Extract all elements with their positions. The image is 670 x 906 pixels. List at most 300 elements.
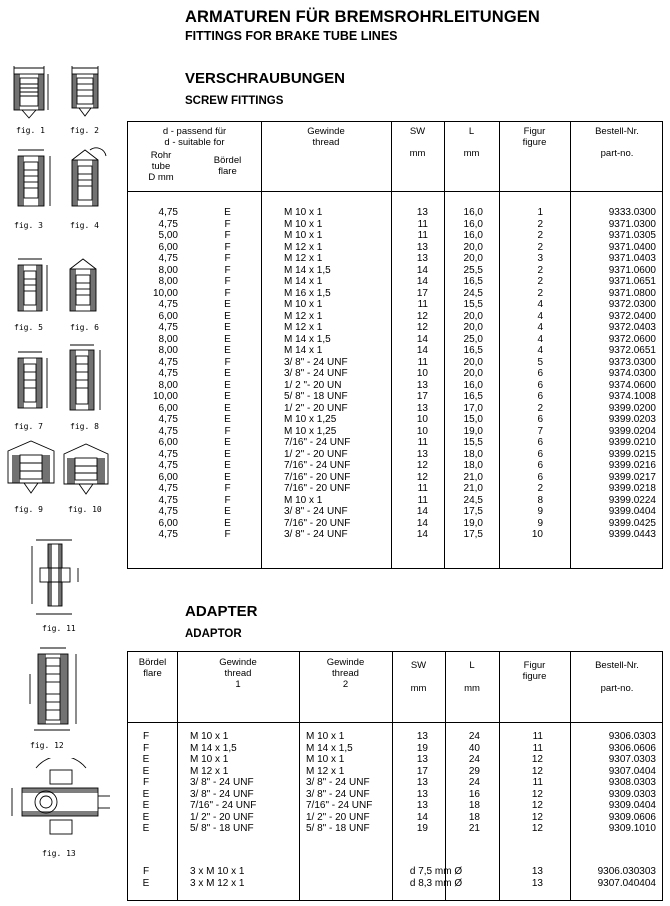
cell-l: 16,5	[463, 345, 483, 356]
cell-figure: 12	[531, 788, 543, 800]
cell-partno: 9306.0606	[608, 742, 656, 754]
table-row	[128, 823, 664, 835]
table-row	[128, 368, 664, 380]
cell-tube-d: 8,00	[158, 333, 178, 345]
cell-tube-d: 4,75	[158, 299, 178, 310]
cell-thread2: 1/ 2" - 20 UNF	[306, 811, 370, 823]
cell-partno: 9371.0305	[608, 230, 656, 241]
cell-l: 15,5	[463, 437, 483, 448]
cell-partno: 9399.0224	[608, 494, 656, 506]
cell-l: 24	[468, 777, 480, 788]
cell-l: 24,5	[463, 287, 483, 299]
cell-partno: 9399.0217	[608, 471, 656, 483]
cell-l: 24,5	[463, 494, 483, 506]
cell-tube-d: 8,00	[158, 264, 178, 276]
cell-partno: 9371.0400	[608, 241, 656, 253]
cell-l: 29	[468, 765, 480, 777]
cell-figure: 9	[537, 506, 543, 517]
fig-2-drawing	[64, 62, 108, 122]
cell-partno: 9399.0216	[608, 460, 656, 471]
cell-tube-d: 4,75	[158, 207, 178, 218]
cell-l: 16,0	[463, 218, 483, 230]
cell-partno: 9307.0404	[608, 765, 656, 777]
table-row	[128, 437, 664, 449]
cell-sw: 12	[416, 471, 428, 483]
cell-flare: F	[224, 483, 231, 494]
cell-figure: 11	[532, 777, 543, 788]
cell-partno: 9399.0218	[608, 483, 656, 494]
cell-figure: 5	[537, 356, 543, 368]
table-row	[128, 529, 664, 541]
cell-partno: 9399.0204	[608, 425, 656, 437]
cell-thread: M 12 x 1	[284, 322, 323, 333]
cell-sw: 14	[416, 333, 428, 345]
cell-l: 20,0	[463, 356, 483, 368]
cell-partno: 9372.0400	[608, 310, 656, 322]
table-row	[128, 483, 664, 495]
header-tube: Rohr tube D mm	[148, 150, 174, 183]
fig-4-label: fig. 4	[70, 221, 99, 230]
table-row	[128, 345, 664, 357]
cell-thread: 1/ 2" - 20 UNF	[284, 402, 348, 414]
table-row	[128, 265, 664, 277]
table-row	[128, 472, 664, 484]
document-header	[185, 8, 540, 43]
cell-figure: 9	[537, 517, 543, 529]
cell-tube-d: 5,00	[158, 230, 178, 241]
cell-partno: 9371.0651	[608, 276, 656, 287]
cell-l: 16,0	[463, 379, 483, 391]
cell-figure: 12	[531, 754, 543, 765]
screw-fittings-table	[127, 121, 663, 569]
adapter-header-figure: Figur figure	[522, 660, 547, 682]
fig-8-label: fig. 8	[70, 422, 99, 431]
cell-tube-d: 4,75	[158, 529, 178, 540]
cell-thread: 1/ 2 "- 20 UN	[284, 379, 342, 391]
cell-flare: E	[224, 414, 231, 425]
cell-tube-d: 4,75	[158, 356, 178, 368]
cell-partno: 9307.0303	[608, 754, 656, 765]
cell-flare: E	[224, 310, 231, 322]
cell-figure: 4	[537, 310, 543, 322]
cell-thread1: 5/ 8" - 18 UNF	[190, 823, 254, 834]
cell-thread: 3 x M 12 x 1	[190, 877, 245, 889]
screw-section-subtitle: SCREW FITTINGS	[185, 95, 284, 107]
cell-thread1: M 14 x 1,5	[190, 742, 237, 754]
cell-tube-d: 8,00	[158, 379, 178, 391]
cell-thread: M 10 x 1	[284, 230, 323, 241]
cell-sw: 17	[416, 765, 428, 777]
cell-partno: 9371.0600	[608, 264, 656, 276]
cell-l: 20,0	[463, 368, 483, 379]
cell-flare: E	[224, 460, 231, 471]
cell-thread1: M 10 x 1	[190, 731, 229, 742]
cell-flare: F	[224, 529, 231, 540]
adapter-table	[127, 651, 663, 901]
cell-figure: 6	[537, 437, 543, 448]
table-row	[128, 357, 664, 369]
table-row	[128, 766, 664, 778]
fig-3-label: fig. 3	[14, 221, 43, 230]
cell-partno: 9372.0300	[608, 299, 656, 310]
cell-flare: E	[224, 437, 231, 448]
cell-l: 25,0	[463, 333, 483, 345]
table-row	[128, 207, 664, 219]
cell-figure: 6	[537, 368, 543, 379]
table-row	[128, 460, 664, 472]
adapter-header-thread2: Gewinde thread 2	[326, 657, 365, 690]
cell-thread: 5/ 8" - 18 UNF	[284, 391, 348, 402]
cell-sw: 14	[416, 264, 428, 276]
adapter-header-flare: Bördel flare	[138, 657, 167, 679]
cell-figure: 6	[537, 460, 543, 471]
cell-partno: 9374.0300	[608, 368, 656, 379]
cell-flare: F	[142, 777, 150, 788]
cell-figure: 7	[537, 425, 543, 437]
cell-partno: 9333.0300	[608, 207, 656, 218]
cell-l: 21	[468, 823, 480, 834]
cell-partno: 9306.030303	[597, 866, 656, 877]
cell-flare: E	[142, 877, 150, 889]
header-flare: Bördel flare	[213, 155, 242, 177]
cell-thread2: 5/ 8" - 18 UNF	[306, 823, 370, 834]
cell-thread: 7/16" - 20 UNF	[284, 483, 351, 494]
cell-flare: E	[224, 333, 231, 345]
cell-tube-d: 4,75	[158, 425, 178, 437]
cell-thread: 3/ 8" - 24 UNF	[284, 356, 348, 368]
table-row	[128, 334, 664, 346]
cell-flare: F	[224, 241, 231, 253]
table-row	[128, 449, 664, 461]
table-row	[128, 495, 664, 507]
cell-partno: 9399.0443	[608, 529, 656, 540]
fig-12-drawing	[14, 644, 94, 736]
cell-thread2: M 10 x 1	[306, 731, 345, 742]
cell-flare: E	[224, 299, 231, 310]
cell-sw: 13	[416, 731, 428, 742]
table-row	[128, 276, 664, 288]
cell-partno: 9309.1010	[608, 823, 656, 834]
adapter-header-sw: SW mm	[410, 660, 427, 694]
cell-sw: 13	[416, 207, 428, 218]
header-d: d - passend für d - suitable for	[162, 126, 227, 148]
cell-sw: 11	[417, 483, 428, 494]
cell-tube-d: 4,75	[158, 253, 178, 264]
cell-figure: 2	[537, 276, 543, 287]
cell-partno: 9399.0210	[608, 437, 656, 448]
cell-thread1: 3/ 8" - 24 UNF	[190, 788, 254, 800]
cell-sw: 13	[416, 241, 428, 253]
table-row	[128, 743, 664, 755]
cell-l: 25,5	[463, 264, 483, 276]
cell-l: 21,0	[463, 483, 483, 494]
table-row	[128, 800, 664, 812]
cell-tube-d: 4,75	[158, 448, 178, 460]
cell-flare: E	[224, 402, 231, 414]
cell-figure: 3	[537, 253, 543, 264]
cell-tube-d: 8,00	[158, 345, 178, 356]
cell-flare: F	[224, 230, 231, 241]
cell-flare: E	[224, 391, 231, 402]
cell-tube-d: 6,00	[158, 310, 178, 322]
cell-tube-d: 4,75	[158, 218, 178, 230]
cell-flare: E	[224, 379, 231, 391]
cell-partno: 9399.0215	[608, 448, 656, 460]
cell-figure: 2	[537, 483, 543, 494]
cell-flare: E	[224, 471, 231, 483]
cell-figure: 2	[537, 241, 543, 253]
cell-sw: 11	[417, 437, 428, 448]
table-row	[128, 731, 664, 743]
cell-thread: 3/ 8" - 24 UNF	[284, 529, 348, 540]
fig-10-label: fig. 10	[68, 505, 102, 514]
cell-thread: M 10 x 1	[284, 207, 323, 218]
cell-figure: 6	[537, 414, 543, 425]
cell-sw: 12	[416, 322, 428, 333]
table-row	[128, 518, 664, 530]
cell-figure: 12	[531, 800, 543, 811]
cell-sw: 12	[416, 310, 428, 322]
cell-figure: 11	[532, 742, 543, 754]
cell-sw: 13	[416, 448, 428, 460]
cell-partno: 9372.0600	[608, 333, 656, 345]
cell-l: 16	[468, 788, 480, 800]
cell-l: 16,5	[463, 276, 483, 287]
cell-l: 19,0	[463, 517, 483, 529]
cell-l: 21,0	[463, 471, 483, 483]
cell-tube-d: 6,00	[158, 517, 178, 529]
cell-tube-d: 8,00	[158, 276, 178, 287]
cell-sw: 11	[417, 230, 428, 241]
fig-1-drawing	[8, 62, 56, 122]
cell-l: 17,5	[463, 529, 483, 540]
cell-diameter: d 7,5 mm Ø	[409, 866, 463, 877]
cell-l: 16,0	[463, 207, 483, 218]
cell-flare: E	[224, 448, 231, 460]
header-sw: SW mm	[409, 126, 426, 159]
cell-thread: 3/ 8" - 24 UNF	[284, 506, 348, 517]
fig-11-drawing	[26, 534, 88, 622]
cell-tube-d: 6,00	[158, 241, 178, 253]
cell-partno: 9399.0200	[608, 402, 656, 414]
cell-thread: 7/16" - 20 UNF	[284, 471, 351, 483]
cell-thread2: M 10 x 1	[306, 754, 345, 765]
table-row	[128, 866, 664, 878]
cell-l: 24	[468, 754, 480, 765]
cell-l: 18,0	[463, 460, 483, 471]
cell-flare: F	[224, 356, 231, 368]
cell-partno: 9309.0606	[608, 811, 656, 823]
cell-flare: F	[224, 494, 231, 506]
table-row	[128, 812, 664, 824]
cell-flare: E	[224, 345, 231, 356]
cell-partno: 9399.0203	[608, 414, 656, 425]
cell-sw: 17	[416, 287, 428, 299]
cell-l: 16,5	[463, 391, 483, 402]
cell-l: 16,0	[463, 230, 483, 241]
cell-sw: 13	[416, 800, 428, 811]
cell-flare: F	[142, 742, 150, 754]
cell-partno: 9373.0300	[608, 356, 656, 368]
table-row	[128, 878, 664, 890]
cell-sw: 13	[416, 777, 428, 788]
cell-sw: 14	[416, 529, 428, 540]
fig-3-drawing	[8, 146, 58, 216]
cell-flare: F	[224, 253, 231, 264]
cell-flare: E	[224, 368, 231, 379]
cell-figure: 2	[537, 264, 543, 276]
page-subtitle: FITTINGS FOR BRAKE TUBE LINES	[185, 29, 398, 43]
adapter-header-l: L mm	[464, 660, 480, 694]
table-row	[128, 242, 664, 254]
cell-partno: 9309.0404	[608, 800, 656, 811]
cell-partno: 9308.0303	[608, 777, 656, 788]
cell-thread: M 14 x 1,5	[284, 333, 331, 345]
cell-figure: 4	[537, 333, 543, 345]
cell-thread: M 10 x 1	[284, 218, 323, 230]
cell-l: 15,0	[463, 414, 483, 425]
cell-partno: 9372.0403	[608, 322, 656, 333]
cell-sw: 11	[417, 494, 428, 506]
cell-sw: 14	[416, 276, 428, 287]
cell-thread2: 3/ 8" - 24 UNF	[306, 777, 370, 788]
cell-flare: F	[224, 218, 231, 230]
table-row	[128, 219, 664, 231]
cell-figure: 2	[537, 218, 543, 230]
cell-partno: 9372.0651	[608, 345, 656, 356]
cell-sw: 12	[416, 460, 428, 471]
table-row	[128, 391, 664, 403]
table-row	[128, 230, 664, 242]
cell-l: 17,0	[463, 402, 483, 414]
table-row	[128, 253, 664, 265]
table-row	[128, 777, 664, 789]
cell-figure: 13	[531, 877, 543, 889]
cell-sw: 17	[416, 391, 428, 402]
cell-thread: M 12 x 1	[284, 241, 323, 253]
fig-7-label: fig. 7	[14, 422, 43, 431]
page-title: ARMATUREN FÜR BREMSROHRLEITUNGEN	[185, 8, 540, 26]
fig-6-drawing	[62, 255, 110, 321]
fig-12-label: fig. 12	[30, 741, 64, 750]
cell-figure: 2	[537, 230, 543, 241]
cell-partno: 9371.0800	[608, 287, 656, 299]
cell-figure: 4	[537, 345, 543, 356]
cell-flare: F	[224, 425, 231, 437]
cell-l: 18,0	[463, 448, 483, 460]
cell-sw: 13	[416, 253, 428, 264]
cell-figure: 6	[537, 471, 543, 483]
cell-thread2: M 12 x 1	[306, 765, 345, 777]
cell-figure: 8	[537, 494, 543, 506]
cell-thread: M 12 x 1	[284, 310, 323, 322]
fig-6-label: fig. 6	[70, 323, 99, 332]
cell-figure: 2	[537, 287, 543, 299]
table-row	[128, 789, 664, 801]
cell-flare: F	[224, 287, 231, 299]
cell-l: 17,5	[463, 506, 483, 517]
fig-10-drawing	[60, 440, 112, 502]
cell-l: 20,0	[463, 310, 483, 322]
cell-thread: M 10 x 1	[284, 299, 323, 310]
table-row	[128, 288, 664, 300]
fig-5-label: fig. 5	[14, 323, 43, 332]
cell-flare: F	[142, 731, 150, 742]
cell-thread: 3/ 8" - 24 UNF	[284, 368, 348, 379]
table-row	[128, 403, 664, 415]
table-row	[128, 754, 664, 766]
cell-thread: 1/ 2" - 20 UNF	[284, 448, 348, 460]
cell-thread2: 7/16" - 24 UNF	[306, 800, 373, 811]
fig-8-drawing	[62, 342, 108, 418]
fig-4-drawing	[62, 146, 112, 216]
cell-thread: M 14 x 1,5	[284, 264, 331, 276]
cell-tube-d: 4,75	[158, 368, 178, 379]
cell-flare: E	[224, 506, 231, 517]
cell-partno: 9371.0403	[608, 253, 656, 264]
cell-flare: E	[142, 823, 150, 834]
cell-thread1: 3/ 8" - 24 UNF	[190, 777, 254, 788]
cell-figure: 4	[537, 322, 543, 333]
cell-figure: 12	[531, 811, 543, 823]
cell-tube-d: 4,75	[158, 460, 178, 471]
cell-sw: 11	[417, 299, 428, 310]
adapter-header-thread1: Gewinde thread 1	[219, 657, 257, 690]
cell-thread: 7/16" - 20 UNF	[284, 517, 351, 529]
table-row	[128, 322, 664, 334]
cell-partno: 9399.0425	[608, 517, 656, 529]
cell-figure: 13	[531, 866, 543, 877]
adapter-header-partno: Bestell-Nr. part-no.	[595, 660, 639, 694]
table-row	[128, 506, 664, 518]
cell-l: 20,0	[463, 241, 483, 253]
cell-thread: M 14 x 1	[284, 276, 323, 287]
cell-l: 40	[468, 742, 480, 754]
cell-flare: E	[224, 207, 231, 218]
cell-tube-d: 10,00	[152, 287, 178, 299]
table-row	[128, 426, 664, 438]
cell-flare: E	[142, 765, 150, 777]
cell-partno: 9371.0300	[608, 218, 656, 230]
cell-thread1: M 10 x 1	[190, 754, 229, 765]
fig-2-label: fig. 2	[70, 126, 99, 135]
adapter-section-title: ADAPTER	[185, 603, 258, 620]
cell-tube-d: 4,75	[158, 414, 178, 425]
header-figure: Figur figure	[522, 126, 547, 148]
cell-tube-d: 4,75	[158, 506, 178, 517]
fig-9-drawing	[4, 437, 58, 501]
cell-thread1: 1/ 2" - 20 UNF	[190, 811, 254, 823]
cell-partno: 9309.0303	[608, 788, 656, 800]
cell-l: 19,0	[463, 425, 483, 437]
cell-sw: 14	[416, 517, 428, 529]
cell-figure: 12	[531, 823, 543, 834]
cell-diameter: d 8,3 mm Ø	[409, 877, 463, 889]
cell-tube-d: 6,00	[158, 402, 178, 414]
fig-9-label: fig. 9	[14, 505, 43, 514]
cell-l: 18	[468, 811, 480, 823]
cell-thread: M 12 x 1	[284, 253, 323, 264]
cell-l: 15,5	[463, 299, 483, 310]
adapter-section-subtitle: ADAPTOR	[185, 628, 242, 640]
cell-tube-d: 6,00	[158, 471, 178, 483]
cell-sw: 11	[417, 218, 428, 230]
cell-flare: E	[142, 754, 150, 765]
cell-figure: 12	[531, 765, 543, 777]
cell-tube-d: 4,75	[158, 494, 178, 506]
cell-figure: 4	[537, 299, 543, 310]
cell-thread: M 10 x 1,25	[284, 414, 337, 425]
